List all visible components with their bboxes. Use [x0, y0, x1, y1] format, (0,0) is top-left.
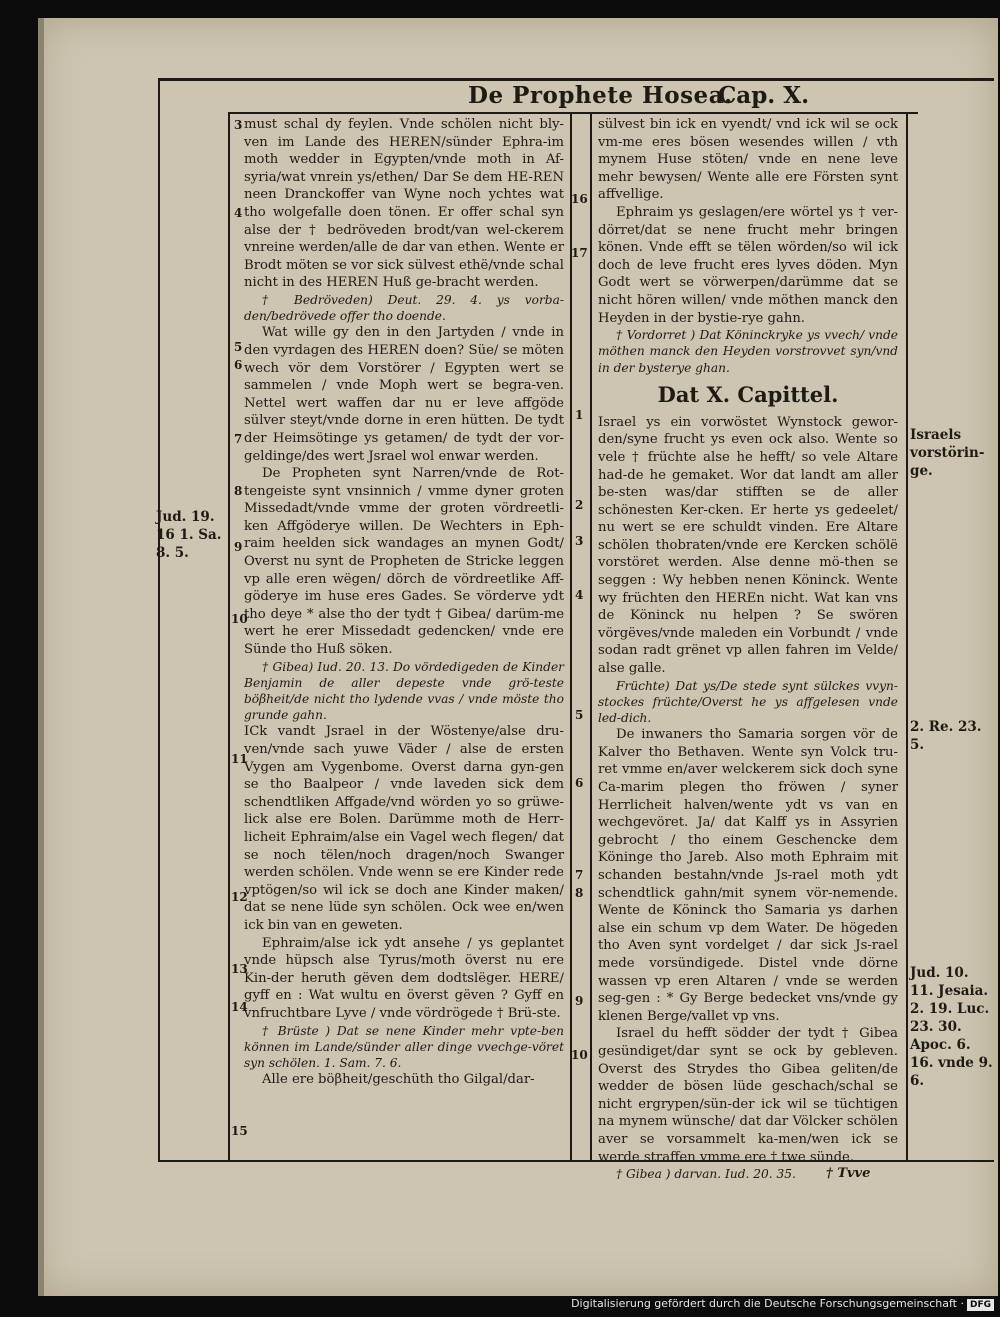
dfg-logo: DFG [967, 1299, 994, 1311]
right-paragraph: De inwaners tho Samaria sorgen vör de Kalver tho Bethaven. Wente syn Volck tru-ret vmme en/aver welckerem sick doch syne Ca-marim plegen tho fröwen / syner Herrlicheit halven/wente ydt vs van en wechgevöret. Ja/ dat Kalff ys in Assyrien gebrocht / tho einem Geschencke dem Köninge tho Jareb. Also moth Ephraim mit schanden bestahn/vnde Js-rael moth ydt schendtlick gahn/mit synem vör-nemende. Wente de Köninck tho Samaria ys darhen alse ein schum vp dem Water. De högeden tho Aven synt vordelget / dar sick Js-rael mede vorsündigede. Distel vnde dörne wassen vp eren Altaren / vnde se werden seg-gen : * Gy Berge bedecket vns/vnde gy klenen Berge/vallet vp vns. [598, 727, 898, 1024]
verse-number: 5 [575, 708, 584, 722]
verse-number: 6 [234, 358, 243, 372]
left-paragraph: Alle ere böβheit/geschüth tho Gilgal/dar- [262, 1072, 535, 1088]
page-gutter [38, 18, 44, 1296]
right-footnote: † Vordorret ) Dat Köninckryke ys vvech/ vnde möthen manck den Heyden vorstrovvet syn/vnd in der bysterye ghan. [598, 328, 898, 375]
right-footnote: Früchte) Dat ys/De stede synt sülckes vvyn-stockes früchte/Overst he ys affgelesen vnde led-dich. [598, 678, 898, 726]
verse-number: 9 [234, 540, 243, 554]
verse-number: 4 [234, 206, 243, 220]
header-rule [228, 112, 918, 114]
left-paragraph: Ephraim/alse ick ydt ansehe / ys geplantet vnde hüpsch alse Tyrus/moth överst nu ere Kin-der heruth gëven dem dodtslëger. HERE/ gyff en : Wat wultu en överst gëven ? Gyff en vnfruchtbare Lyve / vnde vördrögede † Brü-ste. [244, 935, 564, 1021]
left-paragraph: must schal dy feylen. Vnde schölen nicht bly-ven im Lande des HEREN/sünder Ephra-im moth wedder in Egypten/vnde moth in Af-syria/wat vnrein ys/ethen/ Dar Se dem HE-REN neen Dranckoffer van Wyne noch ychtes wat tho wolgefalle doen tönen. Er offer schal syn alse der † bedröveden brodt/van wel-ckerem vnreine werden/alle de dar van ethen. Wente er Brodt möten se vor sick sülvest ethë/vnde schal nicht in des HEREN Huß ge-bracht werden. [244, 117, 564, 291]
bottom-rule [158, 1160, 994, 1162]
verse-number: 17 [571, 246, 588, 260]
credit-text: Digitalisierung gefördert durch die Deutsche Forschungsgemeinschaft · [571, 1297, 964, 1310]
verse-number: 8 [575, 886, 584, 900]
verse-number: 1 [575, 408, 584, 422]
verse-number: 13 [231, 962, 248, 976]
verse-number: 15 [231, 1124, 248, 1138]
verse-number: 11 [231, 752, 248, 766]
verse-number: 9 [575, 994, 584, 1008]
center-rule-b [590, 112, 592, 1160]
margin-reference-left: Jud. 19. 16 1. Sa. 8. 5. [156, 509, 222, 561]
header-title: De Prophete Hosea. [468, 82, 733, 109]
left-paragraph: ICk vandt Jsrael in der Wöstenye/alse dru-ven/vnde sach yuwe Väder / alse de ersten Vygen am Vygenbome. Overst darna gyn-gen se tho Baalpeor / vnde laveden sick dem schendtliken Affgade/vnd wörden yo so grüwe-lick alse ere Bolen. Darümme moth de Herr-licheit Ephraim/alse ein Vagel wech flegen/ dat se noch tëlen/noch dragen/noch Swanger werden schölen. Vnde wenn se ere Kinder rede vptögen/so wil ick se doch ane Kinder maken/ dat se nene lüde syn schölen. Ock wee en/wen ick bin van en geweten. [244, 724, 564, 933]
verse-number: 2 [575, 498, 584, 512]
right-paragraph: Ephraim ys geslagen/ere wörtel ys † ver-dörret/dat se nene frucht mehr bringen könen. Vnde efft se tëlen wörden/so wil ick doch de leve frucht eres lyves döden. Myn Godt wert se vörwerpen/darümme dat se nicht hören willen/ vnde möthen manck den Heyden in der bystie-rye gahn. [598, 204, 898, 326]
right-footnote: † Gibea ) darvan. Iud. 20. 35. [616, 1167, 796, 1182]
verse-number: 12 [231, 890, 248, 904]
verse-number: 3 [234, 118, 243, 132]
catchword: † Tvve [826, 1166, 871, 1181]
verse-number: 5 [234, 340, 243, 354]
book-page [38, 18, 998, 1296]
verse-number: 10 [231, 612, 248, 626]
digitization-credit [571, 1297, 994, 1311]
right-column-rule [906, 112, 908, 1160]
left-footnote: † Bedröveden) Deut. 29. 4. ys vorba-den/bedrövede offer tho doende. [244, 292, 564, 324]
verse-number: 10 [571, 1048, 588, 1062]
verse-number: 3 [575, 534, 584, 548]
header-chapter: Cap. X. [718, 82, 810, 109]
margin-reference-right: 2. Re. 23. 5. [910, 719, 982, 753]
verse-number: 6 [575, 776, 584, 790]
left-text-column [244, 116, 564, 1089]
verse-number: 4 [575, 588, 584, 602]
left-frame-line [158, 78, 160, 1160]
running-header [158, 80, 994, 114]
margin-reference-right: Jud. 10. 11. Jesaia. 2. 19. Luc. 23. 30. Apoc. 6. 16. vnde 9. 6. [910, 965, 993, 1089]
left-paragraph: De Propheten synt Narren/vnde de Rot-tengeiste synt vnsinnich / vmme dyner groten Missedadt/vnde vmme der groten vördreetli-ken Affgöderye willen. De Wechters in Eph-raim heelden sick wandages an mynen Godt/ Overst nu synt de Propheten de Stricke leggen vp alle eren wëgen/ dörch de vördreetlike Aff-göderye im huse eres Gades. Se vörderve ydt tho deye * alse tho der tydt † Gibea/ darüm-me wert he erer Missedadt gedencken/ vnde ere Sünde tho Huß söken. [244, 466, 564, 658]
left-footnote: † Gibea) Iud. 20. 13. Do vördedigeden de Kinder Benjamin de aller depeste vnde grö-teste böβheit/de nicht tho lydende vvas / vnde möste tho grunde gahn. [244, 659, 564, 723]
margin-reference-right: Israels vorstörin-ge. [910, 427, 985, 479]
right-paragraph: sülvest bin ick en vyendt/ vnd ick wil se ock vm-me eres bösen wesendes willen / vth mynem Huse stöten/ vnde en nene leve mehr bewysen/ Wente alle ere Försten synt affvellige. [598, 117, 898, 203]
verse-number: 7 [575, 868, 584, 882]
right-text-column [598, 116, 898, 1182]
right-paragraph: Israel du hefft södder der tydt † Gibea gesündiget/dar synt se ock by gebleven. Overst des Strydes tho Gibea geliten/de wedder de bösen lüde geschach/schal se nicht ergrypen/sün-der ick wil se tüchtigen na mynem wünsche/ dat dar Völcker schölen aver se vorsammelt ka-men/wen ick se werde straffen vmme ere † twe sünde. [598, 1026, 898, 1165]
verse-number: 8 [234, 484, 243, 498]
right-paragraph: Israel ys ein vorwöstet Wynstock gewor-den/syne frucht ys even ock also. Wente so vele † früchte alse he hefft/ so vele Altare had-de he gemaket. Wor dat landt am aller be-sten was/dar stifften se de aller schönesten Ker-cken. Er herte ys gedeelet/ nu wert se ere schuldt vinden. Ere Altare schölen thobraten/vnde ere Kercken schölë vorstöret werden. Alse denne mö-then se seggen : Wy hebben nenen Köninck. Wente wy früchten den HEREn nicht. Wat kan vns de Köninck nu helpen ? Se swören vörgëves/vnde maleden ein Vorbundt / vnde sodan radt grënet vp allen fahren im Velde/ alse galle. [598, 414, 898, 677]
verse-number: 14 [231, 1000, 248, 1014]
left-column-rule [228, 112, 230, 1160]
chapter-heading: Dat X. Capittel. [657, 381, 839, 407]
center-rule-a [570, 112, 572, 1160]
verse-number: 7 [234, 432, 243, 446]
left-paragraph: Wat wille gy den in den Jartyden / vnde in den vyrdagen des HEREN doen? Süe/ se möten wech vör dem Vorstörer / Egypten wert se sammelen / vnde Moph wert se begra-ven. Nettel wert waffen dar nu er leve affgöde sülver steyt/vnde dorne in eren hütten. De tydt der Heimsötinge ys getamen/ de tydt der vor-geldinge/des wert Jsrael wol enwar werden. [244, 325, 564, 464]
verse-number: 16 [571, 192, 588, 206]
left-footnote: † Brüste ) Dat se nene Kinder mehr vpte-ben können im Lande/sünder aller dinge vvechge-vöret syn schölen. 1. Sam. 7. 6. [244, 1023, 564, 1070]
